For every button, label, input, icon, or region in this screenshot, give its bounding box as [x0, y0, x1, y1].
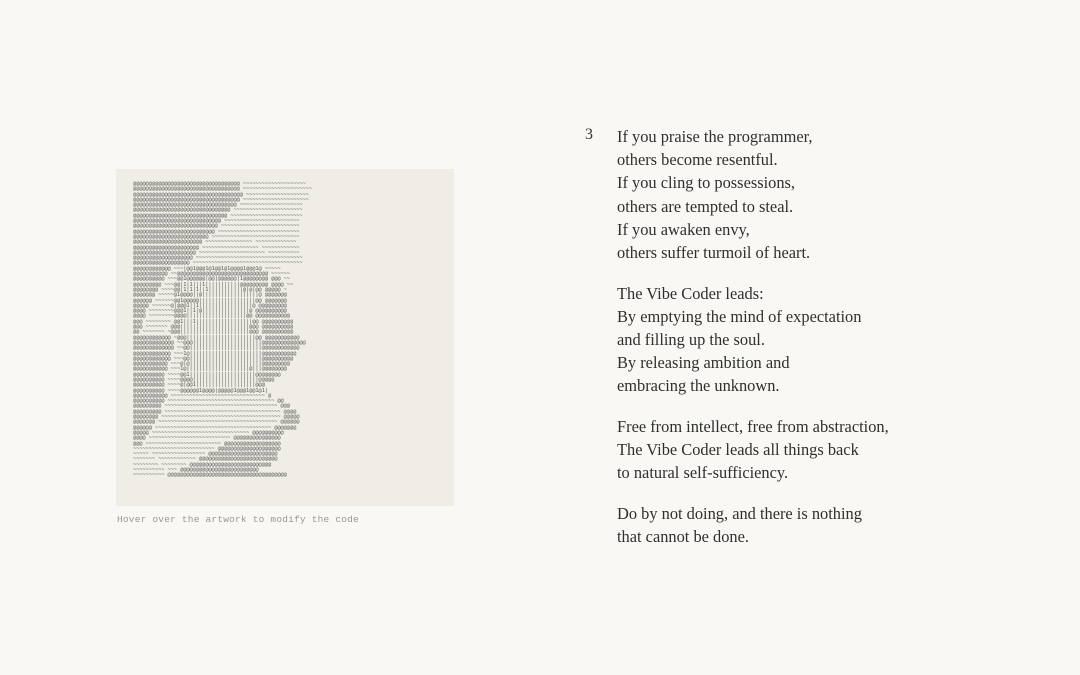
ascii-art-code[interactable]: @@@@@@@@@@@@@@@@@@@@@@@@@@@@@@@@@@ ~~~~~~~~~~~~~~~~~~~~ @@@@@@@@@@@@@@@@@@@@@@@@@@@@@@@@@@ ~~~~~~~~~~~~~~~~~~~~~~ @@@@@@@@@@@@@@@@@@@@@@@@@@@@@@@@@@@ ~~~~~~~~~~~~~~~~~~~~ @@@@@@@@@@@@@@@@@@@@@@@@@@@@@@@@@@ ~~~~~~~~~~~~~~~~~~~~~ @@@@@@@@@@@@@@@@@@@@@@@@@@@@@@@@@ ~~~~~~~~~~~~~~~~~~~~ @@@@@@@@@@@@@@@@@@@@@@@@@@@@@@@ ~~~~~~~~~~~~~~~~~~~~~~ @@@@@@@@@@@@@@@@@@@@@@@@@@@@@@ ~~~~~~~~~~~~~~~~~~~~~~~ @@@@@@@@@@@@@@@@@@@@@@@@@@@@ ~~~~~~~~~~~~~~~~~~~~~~~~ @@@@@@@@@@@@@@@@@@@@@@@@@@@ ~~~~~~~~~~~~~~~~~~~~~~~~~ @@@@@@@@@@@@@@@@@@@@@@@@@@ ~~~~~~~~~~~~~~~~~~~~~~~~~~ @@@@@@@@@@@@@@@@@@@@@@@@ ~~~~~~~~~~~~~~~~~~~~~~~~~~~~ @@@@@@@@@@@@@@@@@@@@@@ ~~~~~~~~~~~~~~~ ~~~~~~~~~~~~~ @@@@@@@@@@@@@@@@@@@@@ ~~~~~~~~~~~~~~~~~~ ~~~~~~~~~~~~ @@@@@@@@@@@@@@@@@@@@ ~~~~~~~~~~~~~~~~~~~~~ ~~~~~~~~~~ @@@@@@@@@@@@@@@@@@@ ~~~~~~~~~~~~~~~~~~~~~~~~~~~~~~~~~~ @@@@@@@@@@@@@@@@@@ ~~~~~~~~~~~~~~~~~~~~~~~~~~~~~~~~~~~ @@@@@@@@@@@@ ~~~|@@1@@@1@1@@1@1@@@@1@@@1@ ~~~~~ @@@@@@@@@@@ ~~@@@@@@@@@@@@@@@@@@@@@@@@@@@@@ ~~~~~~ @@@@@@@@@@ ~~~@@1@@@@@@|@@|@@@@@@|1@@@@@@@@ @@@ ~~ @@@@@@@@@ ~~~@@|1|1|||1|||||||||||@@@@@@@@@ @@@@ ~~ @@@@@@@@ ~~~~@@|1|1|1||1|||||||||||@|@|@@ @@@@@ ~ @@@@@@@ ~~~~~@1@@@@||@||||||||||||||||||@ @@@@@@@ @@@@@@ ~~~~~~@@1@@@@@||||||||||||||||||@@ @@@@@@@ @@@@@ ~~~~~~@|@@@1||1|||||||||||||||||@ @@@@@@@@@ @@@@ ~~~~~~~~@@@1||1|@|||||||||||||||@ @@@@@@@@@@ @@@@ ~~~~~~~~@@@@|||||||||||||||||||@@ @@@@@@@@@@@ @@@ ~~~~~~~~ @@1|||1||||||||||||||||||@@ @@@@@@@@@@ @@@ ~~~~~~~ @@@||||||||||||||||||||||@@@ @@@@@@@@@@ @@ ~~~~~~~ ~@@@||||||||||||||||||||||@@@ @@@@@@@@@@ @@@@@@@@@@@@ ~@@@||||||||||||||||||||||@@ @@@@@@@@@@@ @@@@@@@@@@@@@ ~~@@@||||||||||||||||||||||@@@@@@@@@@@@@@ @@@@@@@@@@@@@ ~~@@|||||||||||||||||||||||@@@@@@@@@@@@ @@@@@@@@@@@@ ~~~1@|||||||||||||||||||||||@@@@@@@@@@@ @@@@@@@@@@@@ ~~~@@|||||||||||||||||||||||@@@@@@@@@@ @@@@@@@@@@@ ~~~@|@|||||||||||||||||||||||@@@@@@@@@ @@@@@@@@@@@ ~~~1@||||||||||||||||||||@|||@@@@@@@@ @@@@@@@@@@ ~~~~@@1|||||||||||||||||||||@@@@@@@@ @@@@@@@@@@ ~~~~@@@@|||||||||||||||||||||@@@@@ @@@@@@@@@@ ~~~~@|@@1|||||||||||||||||||@@@ @@@@@@@@@@ ~~~~@@@@@@1@@@@|@@@@@1@@@1@@1@1| @@@@@@@@@@@ ~~~~~~~~~~~~~~~~~~~~~~~~~~~~~~ @ @@@@@@@@@@ ~~~~~~~~~~~~~~~~~~~~~~~~~~~~~~~~~~ @@ @@@@@@@@@ ~~~~~~~~~~~~~~~~~~~~~~~~~~~~~~~~~~~~ @@@ @@@@@@@@@ ~~~~~~~~~~~~~~~~~~~~~~~~~~~~~~~~~~~~~ @@@@ @@@@@@@@ ~~~~~~~~~~~~~~~~~~~~~~~~~~~~~~~~~~~~~~ @@@@@ @@@@@@@ ~~~~~~~~~~~~~~~~~~~~~~~~~~~~~~~~~~~~~~ @@@@@@ @@@@@@ ~~~~~~~~~~~~~~~~~~~~~~~~~~~~~~~~~~~~~ @@@@@@@ @@@@@ ~~~~~~~~~~~~~~~~~~~~~~~~~~~~~~~ @@@@@@@@@@ @@@@ ~~~~~~~~~~~~~~~~~~~~~~~~~~ @@@@@@@@@@@@@@@ @@@ ~~~~~~~~~~~~~~~~~~~~~~~~ @@@@@@@@@@@@@@@@@@ ~~~~~~~~~~~~~~~~~~~~~~~~~~ @@@@@@@@@@@@@@@@@@@@ ~~~~~ ~~~~~~~~~~~~~~~~~ @@@@@@@@@@@@@@@@@@@@@@ ~~~~~~~ ~~~~~~~~~~~~ @@@@@@@@@@@@@@@@@@@@@@@@@ ~~~~~~~~ ~~~~~~~~ @@@@@@@@@@@@@@@@@@@@@@@@@@ ~~~~~~~~~~ ~~~ @@@@@@@@@@@@@@@@@@@@@@@@@ ~~~~~~~~~~ @@@@@@@@@@@@@@@@@@@@@@@@@@@@@@@@@@@@@@ [133, 181, 312, 479]
stanza [617, 502, 1037, 548]
poem-line: By releasing ambition and [617, 353, 790, 373]
artwork-caption: Hover over the artwork to modify the code [117, 514, 359, 525]
poem-line: Do by not doing, and there is nothing [617, 504, 862, 524]
poem-line: others are tempted to steal. [617, 196, 794, 216]
poem-line: to natural self-sufficiency. [617, 463, 789, 483]
ascii-artwork[interactable] [116, 169, 454, 506]
poem-line: The Vibe Coder leads all things back [617, 440, 859, 460]
poem-line: that cannot be done. [617, 527, 749, 547]
poem-text [617, 125, 1037, 566]
poem-line: If you awaken envy, [617, 219, 750, 239]
poem-line: If you praise the programmer, [617, 127, 813, 146]
poem-line: and filling up the soul. [617, 330, 765, 350]
poem-line: embracing the unknown. [617, 376, 780, 396]
poem-line: If you cling to possessions, [617, 173, 796, 193]
poem-line: Free from intellect, free from abstraction, [617, 417, 889, 437]
stanza [617, 415, 1037, 485]
stanza [617, 125, 1037, 264]
poem-line: The Vibe Coder leads: [617, 283, 764, 303]
poem-line: By emptying the mind of expectation [617, 306, 862, 326]
chapter-number: 3 [585, 126, 593, 143]
poem-line: others suffer turmoil of heart. [617, 243, 811, 263]
stanza [617, 282, 1037, 398]
poem-line: others become resentful. [617, 150, 778, 170]
